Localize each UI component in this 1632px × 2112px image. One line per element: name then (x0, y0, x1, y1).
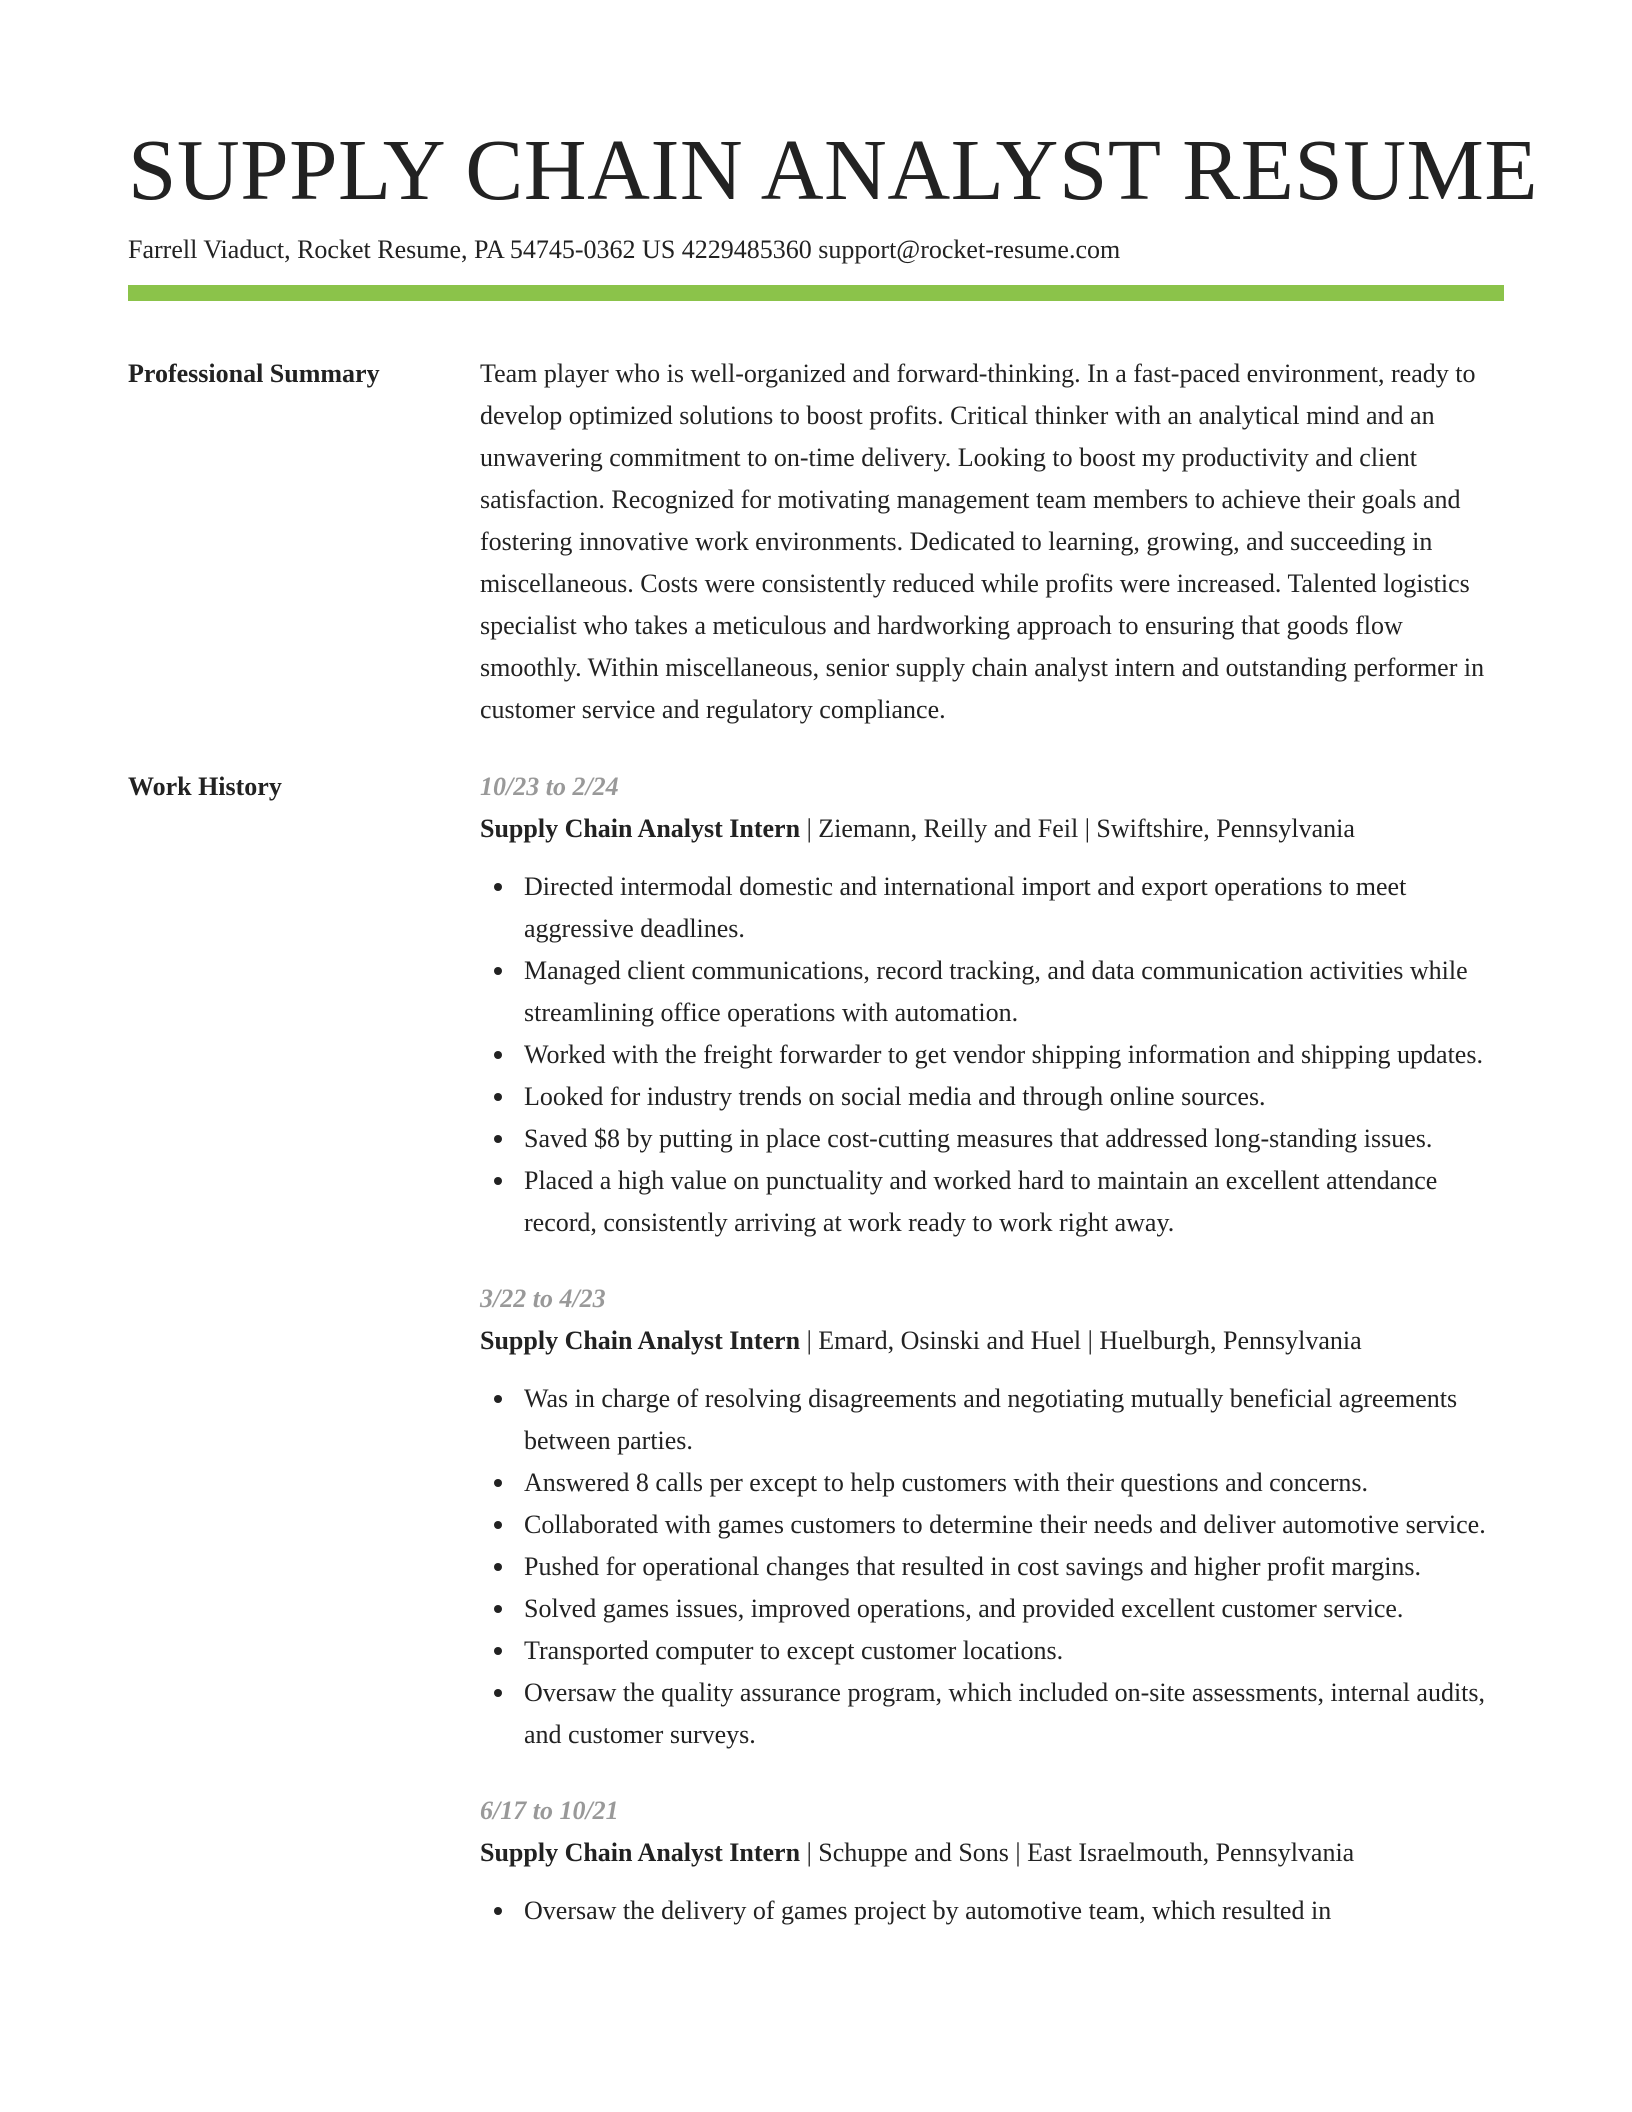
job-title: Supply Chain Analyst Intern (480, 1326, 801, 1355)
job-bullet: Managed client communications, record tracking, and data communication activities while streamlining office operations with automation. (524, 950, 1504, 1034)
resume-title: SUPPLY CHAIN ANALYST RESUME (128, 121, 1539, 218)
job-entry (480, 1278, 1504, 1756)
job-bullet: Solved games issues, improved operations, and provided excellent customer service. (524, 1588, 1504, 1630)
section-label: Work History (128, 772, 282, 801)
header-divider (128, 285, 1504, 301)
job-bullet: Looked for industry trends on social media and through online sources. (524, 1076, 1504, 1118)
job-bullet: Collaborated with games customers to determine their needs and deliver automotive service. (524, 1504, 1504, 1546)
job-bullet: Worked with the freight forwarder to get vendor shipping information and shipping updates. (524, 1034, 1504, 1076)
contact-line: Farrell Viaduct, Rocket Resume, PA 54745-0362 US 4229485360 support@rocket-resume.com (128, 235, 1121, 264)
job-dates: 3/22 to 4/23 (480, 1284, 606, 1313)
job-bullet: Placed a high value on punctuality and worked hard to maintain an excellent attendance record, consistently arriving at work ready to work right away. (524, 1160, 1504, 1244)
job-bullets (480, 1378, 1504, 1756)
job-bullet: Oversaw the delivery of games project by automotive team, which resulted in (524, 1890, 1504, 1932)
summary-text: Team player who is well-organized and forward-thinking. In a fast-paced environment, ready to develop optimized solutions to boost profits. Critical thinker with an analytical mind and an unwavering commitment to on-time delivery. Looking to boost my productivity and client satisfaction. Recognized for motivating management team members to achieve their goals and fostering innovative work environments. Dedicated to learning, growing, and succeeding in miscellaneous. Costs were consistently reduced while profits were increased. Talented logistics specialist who takes a meticulous and hardworking approach to ensuring that goods flow smoothly. Within miscellaneous, senior supply chain analyst intern and outstanding performer in customer service and regulatory compliance. (480, 359, 1485, 724)
job-bullet: Oversaw the quality assurance program, which included on-site assessments, internal audits, and customer surveys. (524, 1672, 1504, 1756)
resume-page (128, 118, 1539, 1966)
job-bullets (480, 866, 1504, 1244)
job-bullet: Directed intermodal domestic and international import and export operations to meet aggressive deadlines. (524, 866, 1504, 950)
job-bullet: Pushed for operational changes that resulted in cost savings and higher profit margins. (524, 1546, 1504, 1588)
job-title: Supply Chain Analyst Intern (480, 814, 801, 843)
job-employer-location: | Schuppe and Sons | East Israelmouth, Pennsylvania (800, 1838, 1355, 1867)
job-entry (480, 766, 1504, 1244)
job-bullet: Was in charge of resolving disagreements and negotiating mutually beneficial agreements between parties. (524, 1378, 1504, 1462)
professional-summary-section (128, 353, 1504, 731)
job-title: Supply Chain Analyst Intern (480, 1838, 801, 1867)
job-bullet: Saved $8 by putting in place cost-cutting measures that addressed long-standing issues. (524, 1118, 1504, 1160)
job-entry (480, 1790, 1504, 1932)
work-history-section (128, 766, 1504, 1966)
job-bullets (480, 1890, 1504, 1932)
job-dates: 10/23 to 2/24 (480, 772, 619, 801)
job-heading (480, 808, 1504, 850)
job-heading (480, 1832, 1504, 1874)
section-body (480, 353, 1504, 731)
job-dates: 6/17 to 10/21 (480, 1796, 619, 1825)
jobs-list (480, 766, 1504, 1966)
section-label: Professional Summary (128, 359, 380, 388)
job-employer-location: | Emard, Osinski and Huel | Huelburgh, Pennsylvania (800, 1326, 1362, 1355)
job-heading (480, 1320, 1504, 1362)
job-bullet: Transported computer to except customer locations. (524, 1630, 1504, 1672)
job-bullet: Answered 8 calls per except to help customers with their questions and concerns. (524, 1462, 1504, 1504)
job-employer-location: | Ziemann, Reilly and Feil | Swiftshire, Pennsylvania (800, 814, 1355, 843)
